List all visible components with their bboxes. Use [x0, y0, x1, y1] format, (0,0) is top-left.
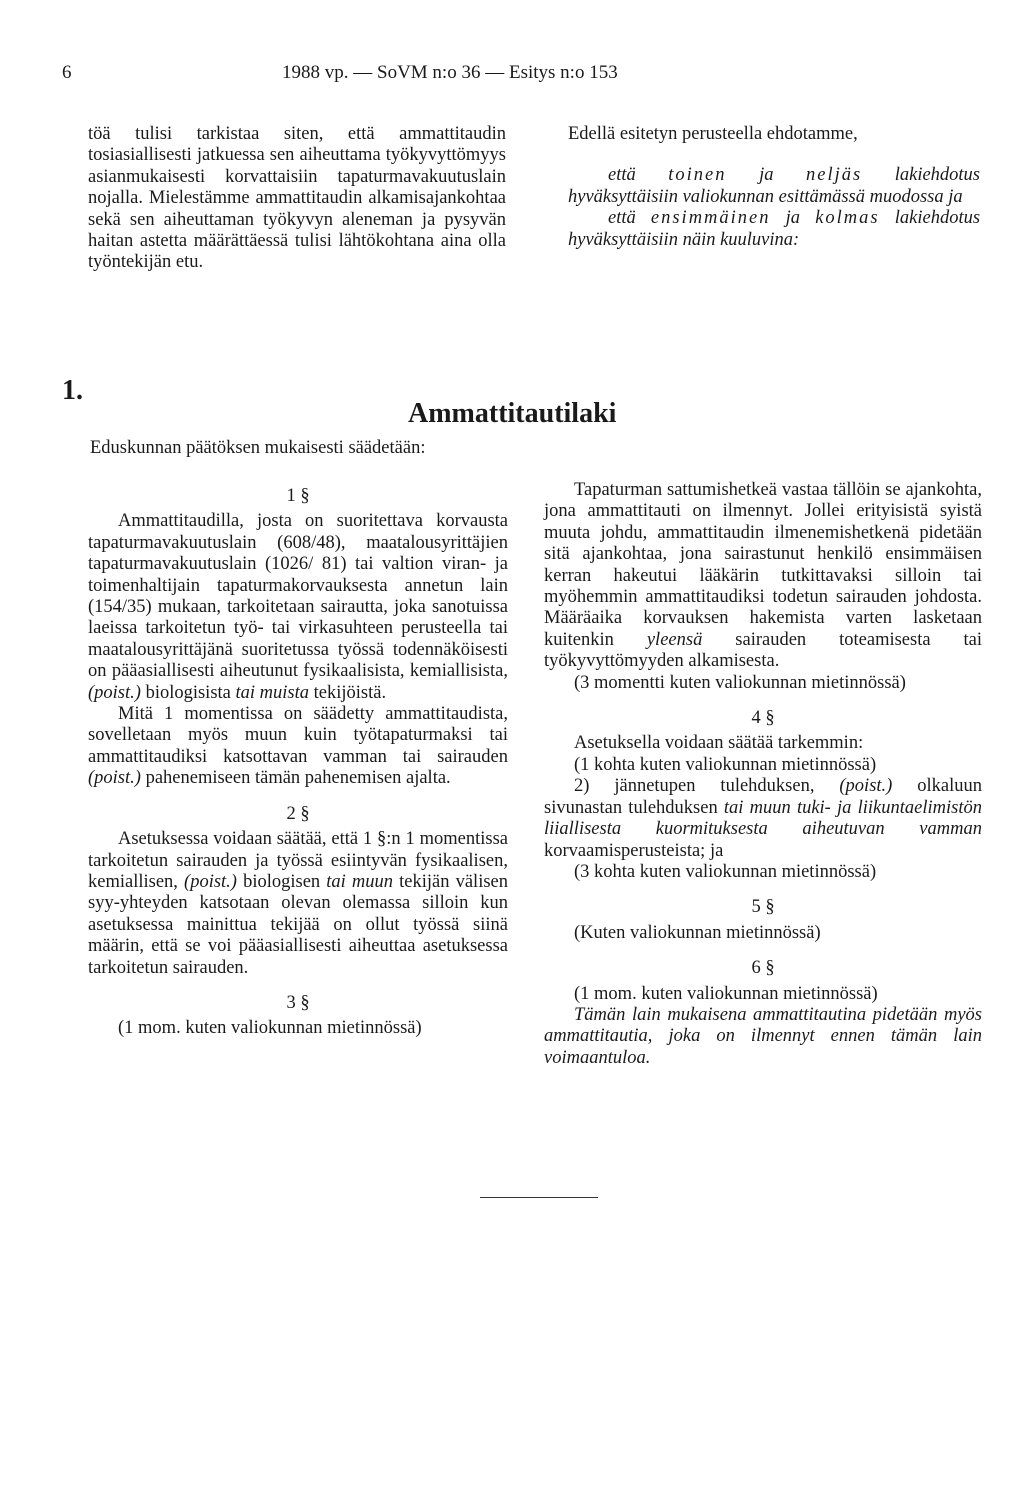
section-3-paragraph-3: (3 momentti kuten valiokunnan mietinnössä) — [574, 672, 906, 693]
page-header — [62, 62, 982, 92]
section-1-paragraph-1: Ammattitaudilla, josta on suoritettava korvausta tapaturmavakuutuslain (608/48), maatalousyrittäjien tapaturmavakuutuslain (1026/ 81) tai valtion viran- ja toimenhaltijain tapaturmakorvauksesta annetun lain (154/35) mukaan, tarkoitetaan sairautta, joka sanotuissa laeissa tarkoitetun työ- tai virkasuhteen perusteella tai maatalousyrittäjänä suoritetussa työssä todennäköisesti on pääasiallisesti aiheutunut fysikaalisista, kemiallisista, (poist.) biologisista tai muista tekijöistä. — [88, 511, 508, 703]
section-3-paragraph-2: Tapaturman sattumishetkeä vastaa tällöin se ajankohta, jona ammattitauti on ilmennyt. Jollei erityisistä syistä muuta johdu, ammattitaudin ilmenemishetkenä pidetään sitä ajankohtaa, jona sairastunut henkilö ensimmäisen kerran hakeutui lääkärin tutkittavaksi silloin tai myöhemmin ammattitaudiksi todetun sairauden johdosta. Määräaika korvauksen hakemista varten lasketaan kuitenkin yleensä sairauden toteamisesta tai työkyvyttömyyden alkamisesta. — [544, 480, 982, 672]
committee-text-left — [88, 124, 506, 274]
section-4-paragraph-1: Asetuksella voidaan säätää tarkemmin: — [574, 733, 864, 754]
section-6-paragraph-2: Tämän lain mukaisena ammattitautina pidetään myös ammattitautia, joka on ilmennyt ennen tämän lain voimaantuloa. — [544, 1004, 982, 1068]
law-title: Ammattitautilaki — [408, 398, 617, 429]
proposal-clause-1: että toinen ja neljäs lakiehdotus hyväksyttäisiin valiokunnan esittämässä muodossa ja — [568, 165, 981, 207]
proposal-intro: Edellä esitetyn perusteella ehdotamme, — [568, 124, 858, 144]
section-6-paragraph-1: (1 mom. kuten valiokunnan mietinnössä) — [574, 983, 878, 1004]
section-1-paragraph-2: Mitä 1 momentissa on säädetty ammattitaudista, sovelletaan myös muun kuin työtapaturmaksi tai ammattitaudiksi katsottavan vamman tai sairauden (poist.) pahenemiseen tämän pahenemisen ajalta. — [88, 704, 508, 789]
header-title: 1988 vp. — SoVM n:o 36 — Esitys n:o 153 — [282, 62, 618, 83]
section-3-paragraph-1: (1 mom. kuten valiokunnan mietinnössä) — [118, 1018, 422, 1039]
section-4-paragraph-2: (1 kohta kuten valiokunnan mietinnössä) — [574, 754, 877, 775]
section-2-heading: 2 § — [286, 803, 310, 824]
law-text-right — [544, 480, 982, 1069]
section-2-paragraph-1: Asetuksessa voidaan säätää, että 1 §:n 1 momentissa tarkoitetun sairauden ja työssä esiintyvän fysikaalisen, kemiallisen, (poist.) biologisen tai muun tekijän välisen syy-yhteyden katsotaan olevan olemassa silloin kun asetuksessa mainittua tekijää on ollut työssä siinä määrin, että se voi pääasiallisesti aiheuttaa asetuksessa tarkoitetun sairauden. — [88, 829, 508, 978]
end-rule — [480, 1197, 598, 1198]
section-4-paragraph-3: 2) jännetupen tulehduksen, (poist.) olkaluun sivunastan tulehduksen tai muun tuki- ja liikuntaelimistön liiallisesta kuormituksesta aiheutuvan vamman korvaamisperusteista; ja — [544, 776, 983, 861]
section-1-heading: 1 § — [286, 486, 310, 506]
committee-proposal — [568, 124, 980, 251]
law-number: 1. — [62, 375, 83, 406]
section-5-paragraph-1: (Kuten valiokunnan mietinnössä) — [574, 922, 821, 943]
committee-paragraph: töä tulisi tarkistaa siten, että ammattitaudin tosiasiallisesti jatkuessa sen aiheuttama työkyvyttömyys asianmukaisesti korvattaisiin tapaturmavakuutuslain nojalla. Mielestämme ammattitaudin alkamisajankohtaa sekä sen aiheuttaman työkyvyn aleneman ja pysyvän haitan astetta määrättäessä tulisi lähtökohtana aina olla työntekijän etu. — [88, 124, 506, 273]
section-4-heading: 4 § — [751, 708, 775, 729]
page-number: 6 — [62, 62, 72, 83]
section-6-heading: 6 § — [751, 958, 775, 979]
law-text-left — [88, 486, 508, 1040]
section-5-heading: 5 § — [751, 897, 775, 918]
proposal-clause-2: että ensimmäinen ja kolmas lakiehdotus hyväksyttäisiin näin kuuluvina: — [568, 208, 981, 250]
section-4-paragraph-4: (3 kohta kuten valiokunnan mietinnössä) — [574, 861, 877, 882]
section-3-heading: 3 § — [286, 992, 310, 1013]
enactment-clause: Eduskunnan päätöksen mukaisesti säädetään: — [90, 438, 426, 458]
